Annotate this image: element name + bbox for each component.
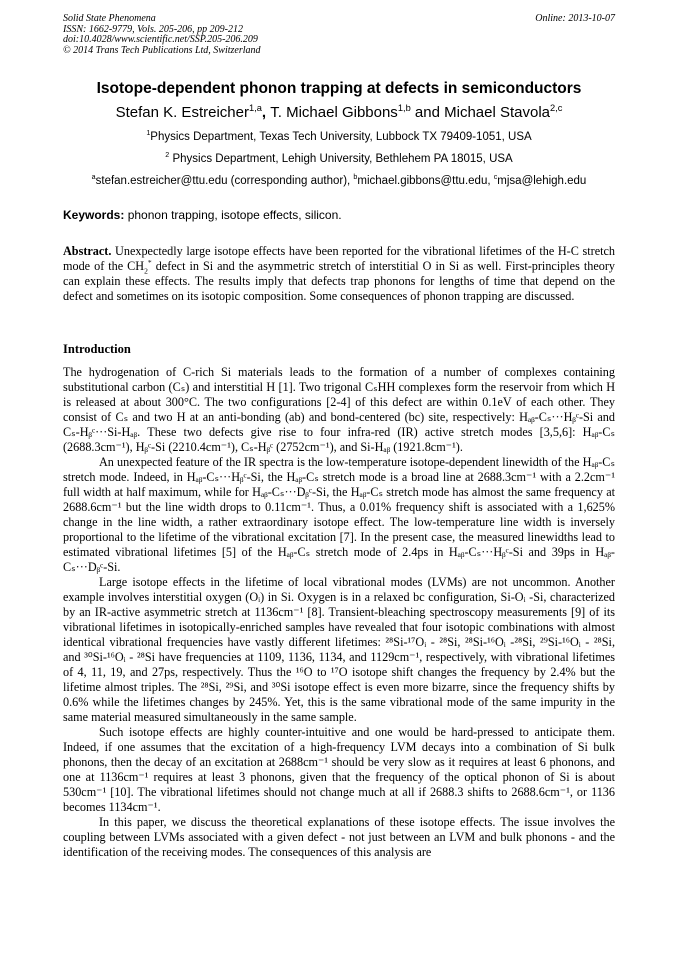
abstract-text: defect in Si and the asymmetric stretch of interstitial O in Si as well. First-principles theory can explain these effects. The results imply that defects trap phonons for lengths of time that depend on the defect and sometimes on its isotopic composition. Some consequences of phonon trapping are discussed. <box>63 259 615 303</box>
abstract-label: Abstract. <box>63 244 112 258</box>
affiliation-text: Physics Department, Lehigh University, Bethlehem PA 18015, USA <box>169 153 513 165</box>
author-sup: 2,c <box>550 103 563 113</box>
abstract-superscript: * <box>147 257 152 267</box>
author-name: T. Michael Gibbons <box>270 104 398 121</box>
keywords <box>63 208 615 222</box>
author-sup: 1,b <box>397 103 411 113</box>
keywords-label: Keywords: <box>63 208 125 222</box>
affiliation-2 <box>30 153 648 165</box>
author-separator: , <box>261 104 271 121</box>
journal-header <box>63 14 615 56</box>
copyright-line: © 2014 Trans Tech Publications Ltd, Switzerland <box>63 44 261 56</box>
section-heading: Introduction <box>63 342 131 356</box>
doi-line: doi:10.4028/www.scientific.net/SSP.205-206.209 <box>63 34 258 45</box>
paragraph: An unexpected feature of the IR spectra is the low-temperature isotope-dependent linewidth of the Hₐᵦ-Cₛ stretch mode. Indeed, in Hₐᵦ-Cₛ···Hᵦᶜ-Si, the Hₐᵦ-Cₛ stretch mode is a broad line at 2688.3cm⁻¹ with a 2.2cm⁻¹ full width at half maximum, while for Hₐᵦ-Cₛ···Dᵦᶜ-Si, the Hₐᵦ-Cₛ stretch mode has almost the same frequency at 2688.6cm⁻¹ but the line width drops to 0.11cm⁻¹. Thus, a 0.01% frequency shift is associated with a 1,625% change in the line width, a rather extraordinary isotope effect. The low-temperature line width is inversely proportional to the lifetime of the vibrational excitation [7]. In the present case, the measured linewidths lead to estimated vibrational lifetimes [5] of the Hₐᵦ-Cₛ stretch mode of 2.4ps in Hₐᵦ-Cₛ···Hᵦᶜ-Si and 39ps in Hₐᵦ-Cₛ···Dᵦᶜ-Si. <box>63 455 615 574</box>
introduction-body <box>63 365 615 860</box>
email-link[interactable]: stefan.estreicher@ttu.edu (corresponding author), <box>95 175 354 187</box>
paper-title: Isotope-dependent phonon trapping at defects in semiconductors <box>96 80 582 97</box>
email-link[interactable]: michael.gibbons@ttu.edu, <box>357 175 494 187</box>
email-link[interactable]: mjsa@lehigh.edu <box>497 175 587 187</box>
abstract-subscript: 2 <box>144 266 148 276</box>
author-name: Michael Stavola <box>444 104 551 121</box>
paragraph: Large isotope effects in the lifetime of local vibrational modes (LVMs) are not uncommon. Another example involves interstitial oxygen (Oᵢ) in Si. Oxygen is in a relaxed bc configuration, Si-Oᵢ -Si, characterized by an IR-active asymmetric stretch at 1136cm⁻¹ [8]. Transient-bleaching spectroscopy measurements [9] of its vibrational lifetimes in isotopically-enriched samples have revealed that four isotopic combinations with almost identical vibrational frequencies have vastly different lifetimes: ²⁸Si-¹⁷Oᵢ - ²⁸Si, ²⁸Si-¹⁶Oᵢ -²⁸Si, ²⁹Si-¹⁶Oᵢ - ²⁸Si, and ³⁰Si-¹⁶Oᵢ - ²⁸Si have frequencies at 1109, 1136, 1134, and 1129cm⁻¹, respectively, with vibrational lifetimes of 4, 11, 19, and 27ps, respectively. Thus the ¹⁶O to ¹⁷O isotope shift changes the frequency by 2.4% but the lifetime almost triples. The ²⁸Si, ²⁹Si, and ³⁰Si isotope effect is even more bizarre, since the frequency shifts by 0.6% while the lifetimes changes by 245%. Yet, this is the same vibrational mode of the same impurity in the same material measured simultaneously in the same sample. <box>63 575 615 724</box>
online-date: Online: 2013-10-07 <box>535 13 615 24</box>
author-list <box>30 104 648 121</box>
author-separator: and <box>410 104 445 121</box>
author-emails <box>30 175 648 187</box>
email-sup: c <box>493 173 498 182</box>
paragraph: Such isotope effects are highly counter-intuitive and one would be hard-pressed to anticipate them. Indeed, if one assumes that the excitation of a high-frequency LVM decays into a combination of Si bulk phonons, then the decay of an excitation at 2688cm⁻¹ should be very slow as it requires at least 6 phonons, and one at 1136cm⁻¹ requires at least 3 phonons, given that the frequency of the optical phonon of Si is about 530cm⁻¹ [10]. The vibrational lifetimes should not change much at all if 2688.3 shifts to 2688.6cm⁻¹, or 1136 becomes 1134cm⁻¹. <box>63 725 615 814</box>
author-name: Stefan K. Estreicher <box>115 104 249 121</box>
issn-line: ISSN: 1662-9779, Vols. 205-206, pp 209-212 <box>63 23 243 35</box>
affiliation-1 <box>30 131 648 143</box>
journal-name: Solid State Phenomena <box>63 13 156 24</box>
paragraph: In this paper, we discuss the theoretical explanations of these isotope effects. The issue involves the coupling between LVMs associated with a given defect - not just between an LVM and bulk phonons - and the identification of the receiving modes. The consequences of this analysis are <box>63 815 615 859</box>
affiliation-sup: 2 <box>165 151 170 160</box>
email-sup: a <box>91 173 96 182</box>
affiliation-sup: 1 <box>146 129 151 138</box>
affiliation-text: Physics Department, Texas Tech University, Lubbock TX 79409-1051, USA <box>150 131 532 143</box>
keywords-text: phonon trapping, isotope effects, silicon. <box>124 208 342 222</box>
author-sup: 1,a <box>248 103 262 113</box>
abstract <box>63 244 615 304</box>
email-sup: b <box>353 173 358 182</box>
paragraph: The hydrogenation of C-rich Si materials leads to the formation of a number of complexes containing substitutional carbon (Cₛ) and interstitial H [1]. Two trigonal CₛHH complexes form the reservoir from which H is released at about 300°C. The two configurations [2-4] of this defect are within 0.1eV of each other. They consist of Cₛ and two H at an anti-bonding (ab) and bond-centered (bc) site, respectively: Hₐᵦ-Cₛ···Hᵦᶜ-Si and Cₛ-Hᵦᶜ···Si-Hₐᵦ. These two defects give rise to four infra-red (IR) active stretch modes [3,5,6]: Hₐᵦ-Cₛ (2688.3cm⁻¹), Hᵦᶜ-Si (2210.4cm⁻¹), Cₛ-Hᵦᶜ (2752cm⁻¹), and Si-Hₐᵦ (1921.8cm⁻¹). <box>63 365 615 454</box>
abstract-text: Unexpectedly large isotope effects have been reported for the vibrational lifetimes of the H-C stretch mode of the CH <box>63 244 615 273</box>
